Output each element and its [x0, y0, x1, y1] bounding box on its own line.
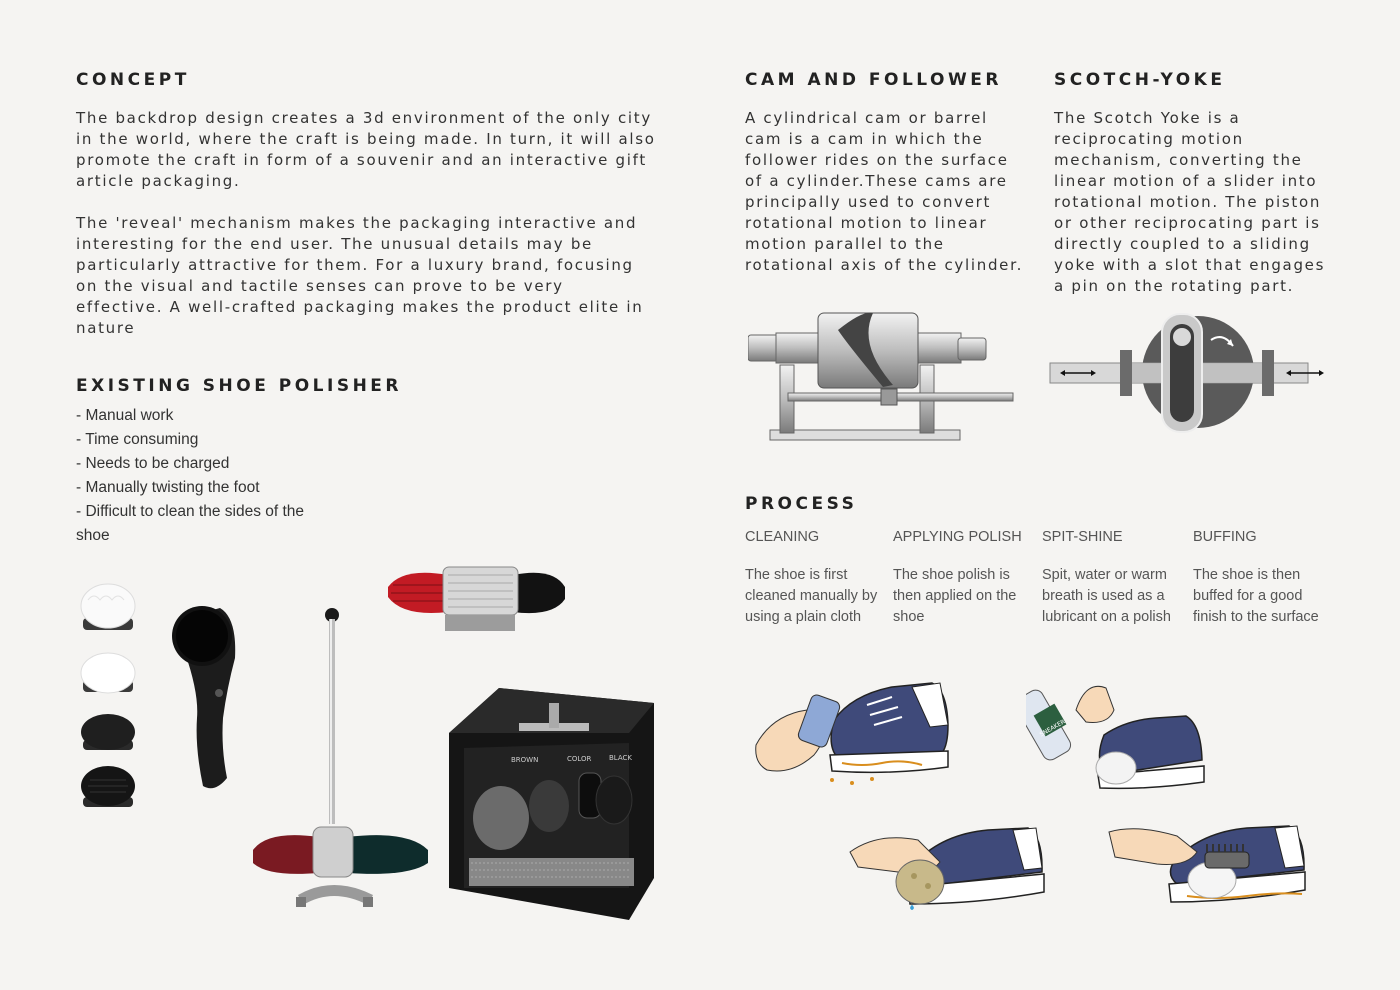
existing-list [76, 404, 331, 548]
process-step-title: APPLYING POLISH [893, 529, 1022, 545]
process-step-desc: The shoe is then buffed for a good finish to the surface [1193, 567, 1319, 625]
process-step-desc: The shoe polish is then applied on the shoe [893, 567, 1017, 625]
process-heading: PROCESS [745, 494, 858, 514]
concept-heading: CONCEPT [76, 70, 190, 90]
yoke-heading: SCOTCH-YOKE [1054, 70, 1226, 90]
process-step-applying-polish [893, 529, 1033, 628]
concept-paragraph-2: The 'reveal' mechanism makes the packaging interactive and interesting for the end user. The unusual details may be particularly attractive for them. For a luxury brand, focusing on the visual and tactile senses can prove to be very effective. A well-crafted packaging makes the product elite in nature [76, 214, 644, 337]
process-step-desc: The shoe is first cleaned manually by using a plain cloth [745, 567, 878, 625]
brush-heads-image [74, 580, 144, 810]
bottle-label: SNEAKER [1038, 718, 1067, 739]
applying-polish-illustration [1026, 680, 1211, 800]
sponge-head [81, 653, 135, 693]
shoe-shine-machine-image [449, 688, 659, 923]
concept-paragraph-1: The backdrop design creates a 3d environment of the only city in the world, where the craft is being made. In turn, it will also promote the craft in form of a souvenir and an interactive gift article packaging. [76, 109, 656, 190]
bristle-head [81, 766, 135, 807]
dual-brush-polisher-image [383, 557, 573, 637]
handheld-polisher-image [165, 598, 245, 793]
machine-label-brown: BROWN [511, 756, 539, 764]
process-step-title: SPIT-SHINE [1042, 529, 1123, 545]
existing-item: - Difficult to clean the sides of the shoe [76, 503, 305, 544]
process-step-spit-shine [1042, 529, 1182, 628]
buffing-illustration [1107, 822, 1312, 917]
scotch-yoke-diagram [1048, 310, 1328, 440]
process-step-title: CLEANING [745, 529, 820, 545]
machine-label-color: COLOR [567, 755, 592, 763]
process-step-desc: Spit, water or warm breath is used as a lubricant on a polish [1042, 567, 1171, 625]
cleaning-illustration [752, 675, 957, 790]
existing-item: - Manually twisting the foot [76, 479, 260, 496]
standing-polisher-image [248, 605, 443, 915]
existing-heading: EXISTING SHOE POLISHER [76, 376, 403, 396]
existing-item: - Manual work [76, 407, 174, 424]
spit-shine-illustration [848, 822, 1048, 922]
existing-item: - Time consuming [76, 431, 199, 448]
process-step-cleaning [745, 529, 885, 628]
black-sponge-head [81, 714, 135, 750]
machine-label-black: BLACK [609, 754, 633, 762]
existing-item: - Needs to be charged [76, 455, 230, 472]
wool-head [81, 584, 135, 630]
process-step-buffing [1193, 529, 1333, 628]
cam-heading: CAM AND FOLLOWER [745, 70, 1002, 90]
cam-text: A cylindrical cam or barrel cam is a cam in which the follower rides on the surface of a cylinder.These cams are principally used to convert rotational motion to linear motion parallel to the rotational axis of the cylinder. [745, 109, 1024, 274]
process-step-title: BUFFING [1193, 529, 1257, 545]
yoke-text: The Scotch Yoke is a reciprocating motion mechanism, converting the linear motion of a slider into rotational motion. The piston or other reciprocating part is directly coupled to a sliding yoke with a slot that engages a pin on the rotating part. [1054, 109, 1326, 295]
cam-follower-diagram [748, 305, 1018, 445]
